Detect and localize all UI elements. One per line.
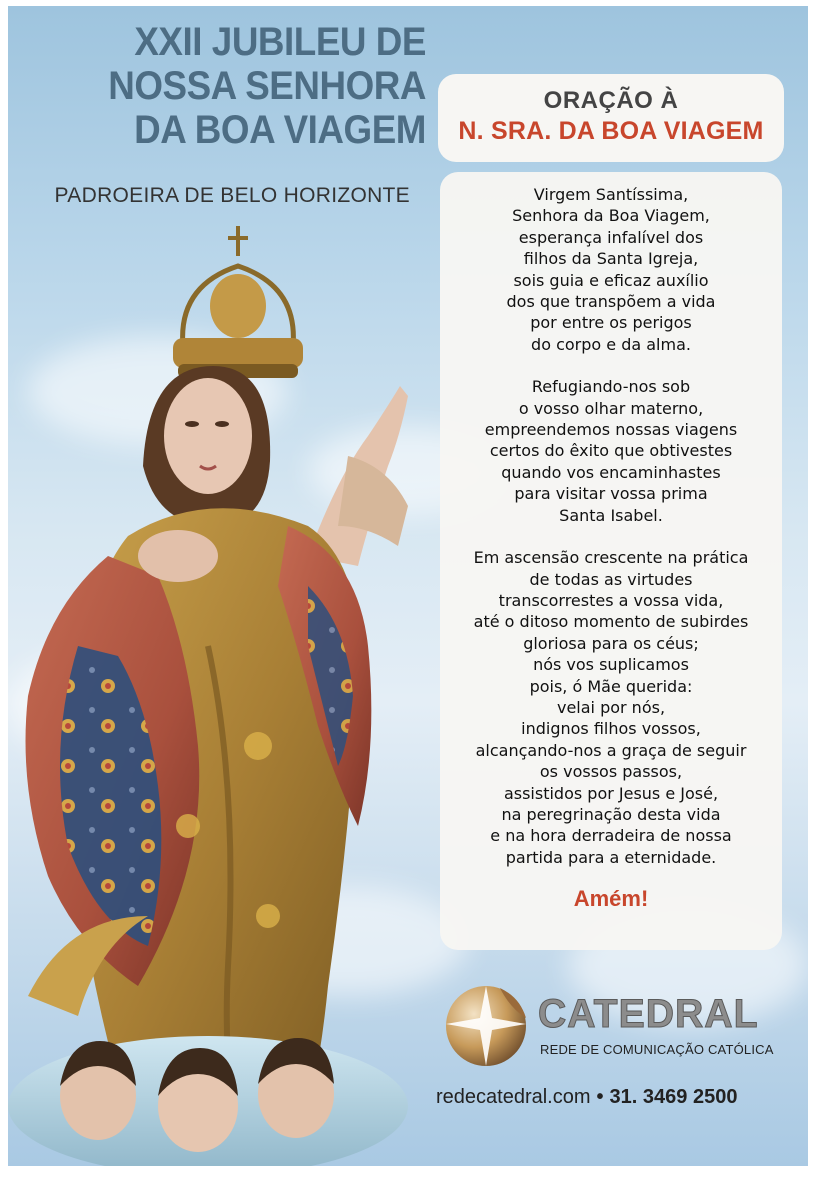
prayer-line: Refugiando-nos sob [531, 377, 691, 397]
prayer-line: para visitar vossa prima [514, 484, 708, 504]
flyer [8, 6, 808, 1166]
title-line: XXII JUBILEU DE [134, 20, 426, 64]
prayer-heading-line2: N. SRA. DA BOA VIAGEM [458, 117, 764, 145]
prayer-closing: Amém! [573, 886, 649, 912]
prayer-line: assistidos por Jesus e José, [503, 783, 719, 803]
prayer-line: partida para a eternidade. [505, 847, 717, 867]
prayer-line: Em ascensão crescente na prática [473, 548, 749, 568]
prayer-line: transcorrestes a vossa vida, [498, 590, 724, 610]
prayer-line: velai por nós, [556, 697, 666, 717]
prayer-line: até o ditoso momento de subirdes [473, 612, 749, 632]
prayer-line: e na hora derradeira de nossa [490, 826, 732, 846]
prayer-line: por entre os perigos [530, 313, 692, 333]
title-line: NOSSA SENHORA [108, 64, 426, 108]
prayer-line: sois guia e eficaz auxílio [513, 270, 709, 290]
catedral-logo-icon [440, 978, 532, 1070]
page-title [95, 20, 426, 152]
prayer-line: do corpo e da alma. [531, 334, 691, 354]
prayer-heading-line1: ORAÇÃO À [543, 87, 679, 114]
contact-line [436, 1086, 737, 1109]
prayer-line: o vosso olhar materno, [518, 398, 704, 418]
crown-icon [173, 226, 303, 378]
prayer-line: gloriosa para os céus; [523, 633, 699, 653]
prayer-line: alcançando-nos a graça de seguir [475, 740, 747, 760]
prayer-line: Senhora da Boa Viagem, [512, 206, 710, 226]
prayer-stanza [440, 376, 782, 526]
prayer-line: indignos filhos vossos, [521, 719, 701, 739]
prayer-line: nós vos suplicamos [533, 655, 689, 675]
prayer-line: na peregrinação desta vida [501, 804, 721, 824]
prayer-line: os vossos passos, [539, 762, 683, 782]
separator-dot: • [596, 1086, 604, 1108]
website-link[interactable]: redecatedral.com [436, 1086, 591, 1108]
prayer-line: certos do êxito que obtivestes [489, 441, 733, 461]
prayer-line: pois, ó Mãe querida: [529, 676, 693, 696]
cherub-icon [158, 1048, 238, 1152]
prayer-line: esperança infalível dos [518, 227, 704, 247]
prayer-stanza [440, 547, 782, 868]
prayer-text [440, 172, 782, 950]
statue-illustration [8, 226, 448, 1166]
prayer-line: Santa Isabel. [559, 505, 663, 525]
cherub-icon [60, 1041, 136, 1140]
prayer-line: Virgem Santíssima, [533, 185, 689, 204]
cherub-icon [258, 1038, 334, 1138]
prayer-heading [438, 74, 784, 162]
title-line: DA BOA VIAGEM [134, 108, 426, 152]
prayer-line: de todas as virtudes [529, 569, 693, 589]
subtitle: PADROEIRA DE BELO HORIZONTE [54, 184, 410, 207]
prayer-line: filhos da Santa Igreja, [523, 249, 699, 269]
prayer-line: empreendemos nossas viagens [484, 420, 738, 440]
prayer-line: quando vos encaminhastes [501, 462, 721, 482]
logo-name: CATEDRAL [538, 992, 759, 1036]
prayer-stanza [440, 172, 782, 355]
prayer-line: dos que transpõem a vida [506, 292, 716, 312]
logo-tagline: REDE DE COMUNICAÇÃO CATÓLICA [540, 1042, 774, 1057]
phone-number[interactable]: 31. 3469 2500 [609, 1086, 738, 1108]
